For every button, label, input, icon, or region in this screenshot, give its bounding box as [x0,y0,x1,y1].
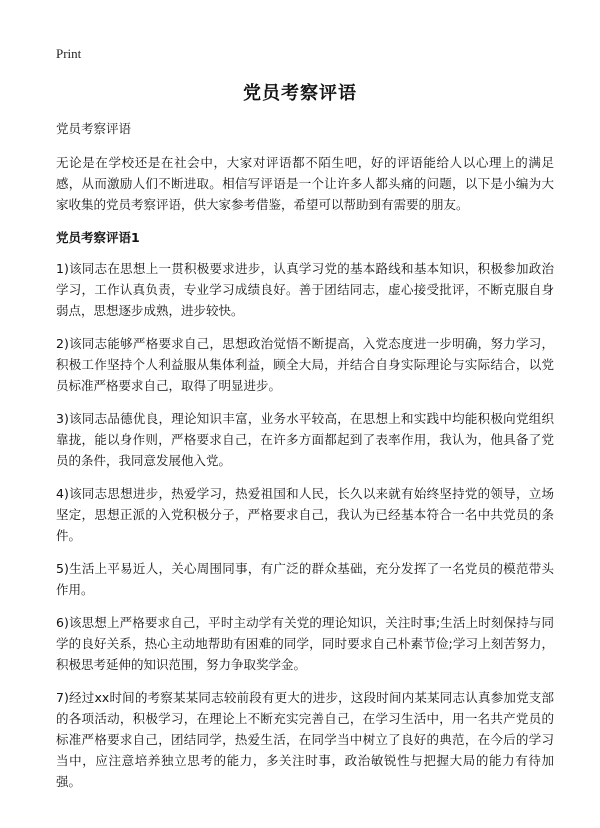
document-subtitle: 党员考察评语 [56,121,132,136]
document-body [56,118,554,804]
section-heading: 党员考察评语1 [56,230,140,245]
print-link[interactable]: Print [56,46,82,61]
comment-item-4: 4)该同志思想进步，热爱学习，热爱祖国和人民，长久以来就有始终坚持党的领导，立场坚定，思想正派的入党积极分子，严格要求自己，我认为已经基本符合一名中共党员的条件。 [56,486,554,543]
comment-item-7: 7)经过xx时间的考察某某同志较前段有更大的进步，这段时间内某某同志认真参加党支部的各项活动，积极学习，在理论上不断充实完善自己，在学习生活中，用一名共产党员的标准严格要求自己，团结同学，热爱生活，在同学当中树立了良好的典范，在今后的学习当中，应注意培养独立思考的能力，多关注时事，政治敏锐性与把握大局的能力有待加强。 [56,690,554,789]
page-title: 党员考察评语 [243,83,357,104]
comment-item-5: 5)生活上平易近人，关心周围同事，有广泛的群众基础，充分发挥了一名党员的模范带头作用。 [56,561,554,597]
comment-item-3: 3)该同志品德优良，理论知识丰富，业务水平较高，在思想上和实践中均能积极向党组织靠拢，能以身作则，严格要求自己，在许多方面都起到了表率作用，我认为，他具备了党员的条件，我同意发展他入党。 [56,411,554,468]
intro-paragraph: 无论是在学校还是在社会中，大家对评语都不陌生吧，好的评语能给人以心理上的满足感，从而激励人们不断进取。相信写评语是一个让许多人都头痛的问题，以下是小编为大家收集的党员考察评语，供大家参考借鉴，希望可以帮助到有需要的朋友。 [56,155,554,212]
comment-item-2: 2)该同志能够严格要求自己，思想政治觉悟不断提高，入党态度进一步明确，努力学习，积极工作坚持个人利益服从集体利益，顾全大局，并结合自身实际理论与实际结合，以党员标准严格要求自己，取得了明显进步。 [56,336,554,393]
comment-item-6: 6)该思想上严格要求自己，平时主动学有关党的理论知识，关注时事;生活上时刻保持与同学的良好关系，热心主动地帮助有困难的同学，同时要求自己朴素节俭;学习上刻苦努力，积极思考延伸的知识范围，努力争取奖学金。 [56,615,554,672]
comment-item-1: 1)该同志在思想上一贯积极要求进步，认真学习党的基本路线和基本知识，积极参加政治学习，工作认真负责，专业学习成绩良好。善于团结同志，虚心接受批评，不断克服自身弱点，思想逐步成熟，进步较快。 [56,261,554,318]
